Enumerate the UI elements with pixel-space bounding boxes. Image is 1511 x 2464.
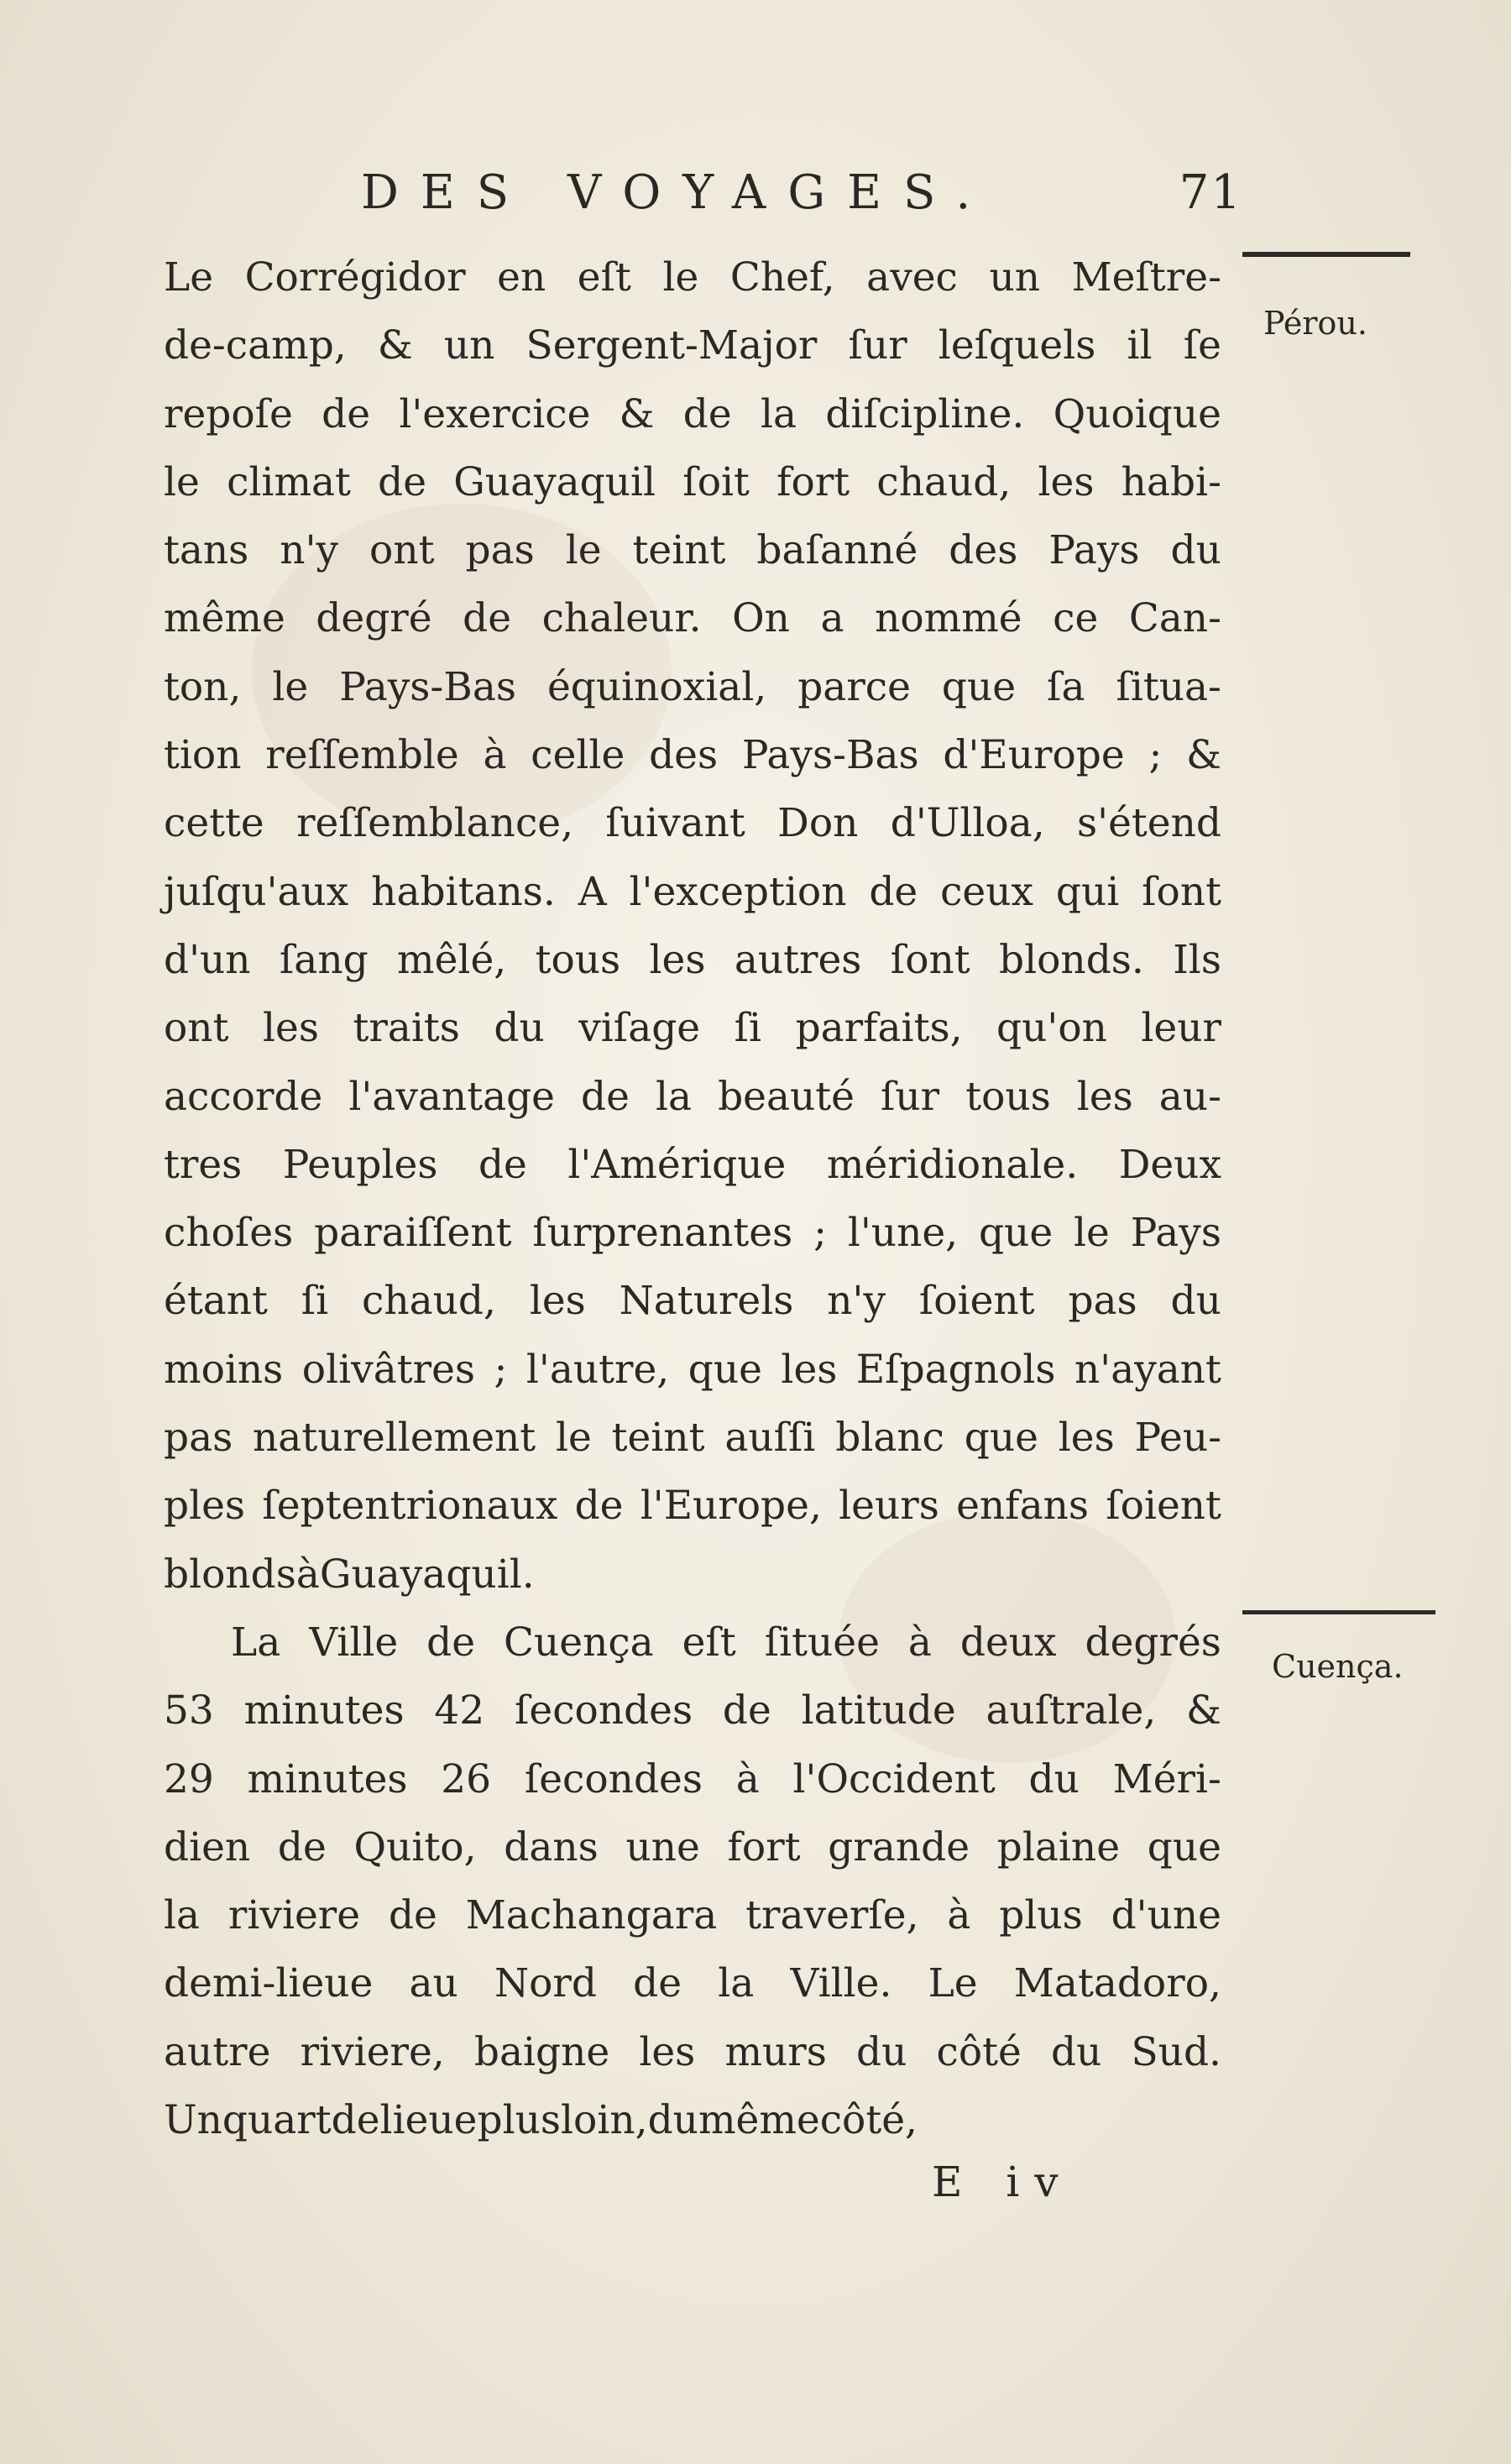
text-line: ton, le Pays-Bas équinoxial, parce que ſa ſitua- <box>164 663 1221 710</box>
running-header <box>361 160 1242 227</box>
text-line: la riviere de Machangara traverſe, à plus d'une <box>164 1892 1221 1939</box>
text-line: de-camp, & un Sergent-Major ſur leſquels il ſe <box>164 322 1221 369</box>
text-line: dien de Quito, dans une fort grande plaine que <box>164 1823 1221 1870</box>
text-line: 29 minutes 26 ſecondes à l'Occident du Méri- <box>164 1755 1221 1802</box>
text-line: d'un ſang mêlé, tous les autres ſont blonds. Ils <box>164 936 1221 983</box>
text-line: même degré de chaleur. On a nommé ce Can- <box>164 595 1221 642</box>
text-line: La Ville de Cuença eſt ſituée à deux degrés <box>231 1619 1221 1666</box>
running-title: DES VOYAGES. <box>361 165 993 220</box>
margin-note-cuenca: Cuença. <box>1272 1648 1404 1685</box>
text-line: Un quart de lieue plus loin, du même côté, <box>164 2097 918 2144</box>
text-line: choſes paraiſſent ſurprenantes ; l'une, que le Pays <box>164 1210 1221 1257</box>
text-line: tres Peuples de l'Amérique méridionale. Deux <box>164 1141 1221 1188</box>
text-line: juſqu'aux habitans. A l'exception de ceux qui ſont <box>164 868 1221 915</box>
page-number: 71 <box>1179 165 1242 220</box>
text-line: ples ſeptentrionaux de l'Europe, leurs enfans ſoient <box>164 1483 1221 1530</box>
text-line: ont les traits du viſage ſi parfaits, qu'on leur <box>164 1005 1221 1052</box>
text-line: le climat de Guayaquil ſoit fort chaud, les habi- <box>164 458 1221 505</box>
text-line: 53 minutes 42 ſecondes de latitude auſtrale, & <box>164 1687 1221 1734</box>
text-line: Le Corrégidor en eſt le Chef, avec un Meſtre- <box>164 254 1221 301</box>
text-line: moins olivâtres ; l'autre, que les Eſpagnols n'ayant <box>164 1346 1221 1393</box>
text-line: autre riviere, baigne les murs du côté du Sud. <box>164 2028 1221 2075</box>
signature-mark: E iv <box>932 2158 1074 2206</box>
text-line: tion reſſemble à celle des Pays-Bas d'Europe ; & <box>164 732 1221 779</box>
text-line: tans n'y ont pas le teint baſanné des Pays du <box>164 527 1221 574</box>
text-line: étant ſi chaud, les Naturels n'y ſoient pas du <box>164 1278 1221 1325</box>
margin-note-perou: Pérou. <box>1263 305 1367 342</box>
margin-rule <box>1242 252 1410 257</box>
text-line: repoſe de l'exercice & de la diſcipline. Quoique <box>164 390 1221 437</box>
text-line: pas naturellement le teint auſſi blanc que les Peu- <box>164 1415 1221 1462</box>
body-text <box>164 243 1221 2154</box>
text-line: demi-lieue au Nord de la Ville. Le Matadoro, <box>164 1960 1221 2007</box>
text-line: accorde l'avantage de la beauté ſur tous les au- <box>164 1073 1221 1120</box>
margin-rule <box>1242 1610 1435 1614</box>
text-line: cette reſſemblance, ſuivant Don d'Ulloa, s'étend <box>164 800 1221 847</box>
text-line: blonds à Guayaquil. <box>164 1551 535 1598</box>
